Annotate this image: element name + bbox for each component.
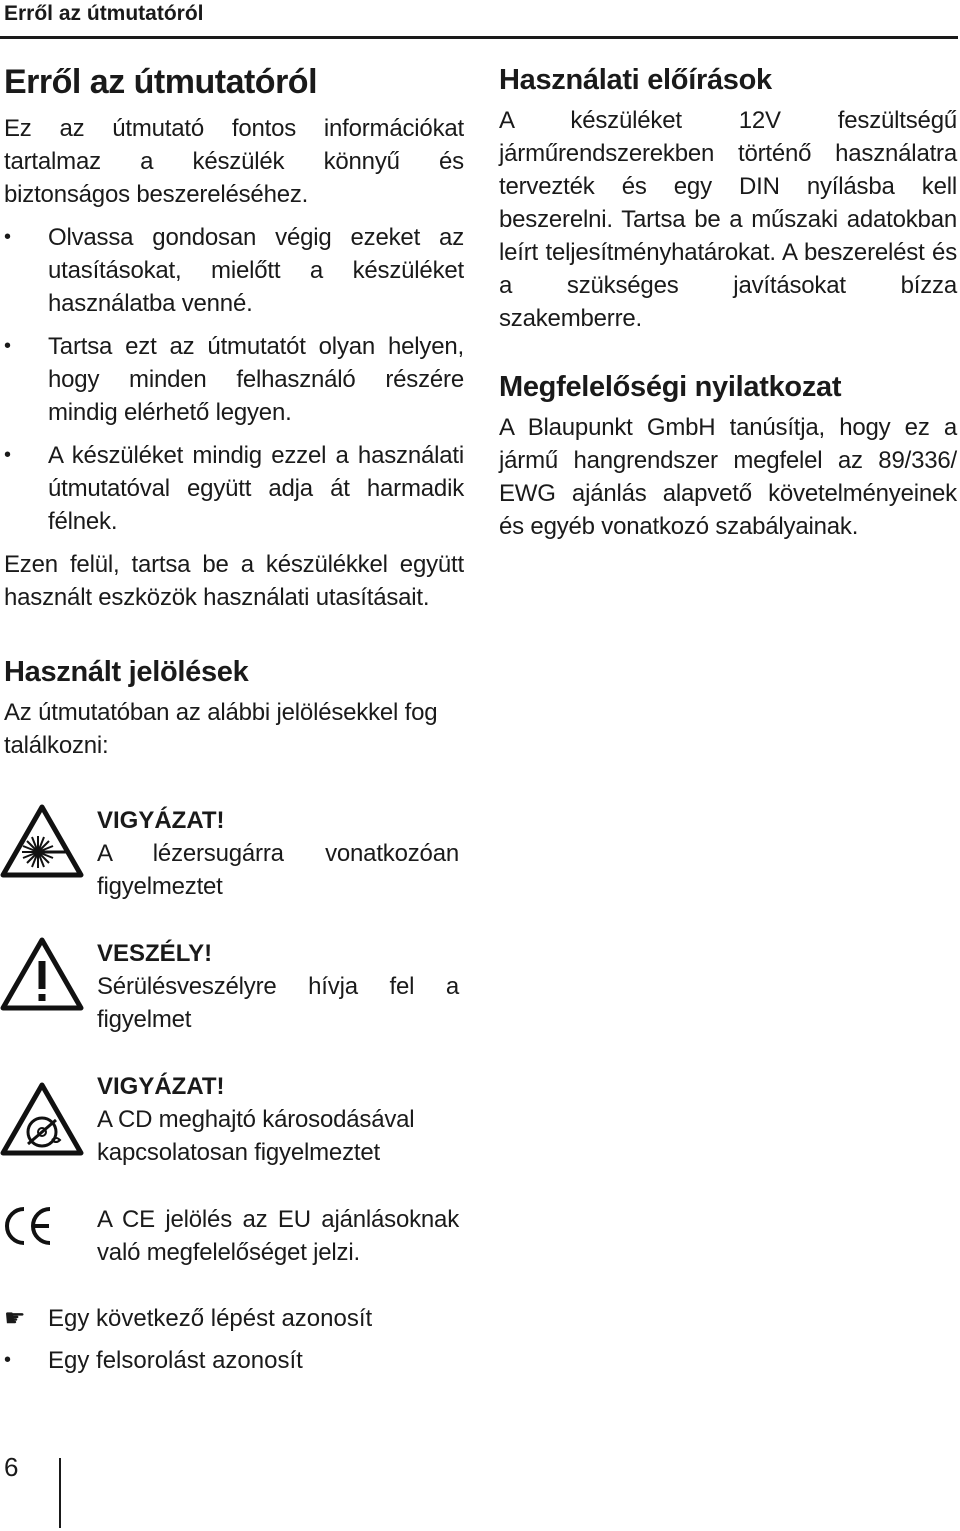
left-column: [4, 58, 464, 762]
list-item: • Tartsa ezt az útmutatót olyan helyen, hogy minden felhasználó részére mindig elérhető legyen.: [4, 330, 464, 429]
running-header: Erről az útmutatóról: [4, 2, 204, 25]
bullet-icon: •: [4, 1349, 12, 1371]
notice-text: A CE jelölés az EU ajánlásoknak való megfelelőséget jelzi.: [97, 1206, 459, 1266]
notice-title: VIGYÁZAT!: [97, 1073, 225, 1100]
section-title-symbols: Használt jelölések: [4, 656, 249, 688]
notice-title: VIGYÁZAT!: [97, 807, 225, 834]
footer-rule: [59, 1458, 61, 1528]
symbols-intro-paragraph: Az útmutatóban az alábbi jelölésekkel fog találkozni:: [4, 699, 438, 759]
notice-ce: [0, 1203, 464, 1273]
list-item: • Olvassa gondosan végig ezeket az utasításokat, mielőtt a készüléket használatba venné.: [4, 221, 464, 320]
bullet-icon: •: [4, 226, 11, 248]
outro-paragraph: Ezen felül, tartsa be a készülékkel együtt használt eszközök használati utasításait.: [4, 551, 464, 611]
laser-warning-icon: [0, 804, 84, 883]
notice-cd: [0, 1070, 464, 1170]
notice-text: A CD meghajtó károsodásával kapcsolatosan figyelmeztet: [97, 1106, 415, 1166]
cd-damage-warning-icon: [0, 1082, 84, 1161]
ce-mark-icon: [2, 1205, 56, 1252]
section-title-usage: Használati előírások: [499, 64, 772, 96]
notice-laser: [0, 804, 464, 904]
usage-paragraph: A készüléket 12V feszültségű járműrendszerekben történő használatra tervezték és egy DIN nyílásba kell beszerelni. Tartsa be a műszaki adatokban leírt teljesítményhatárokat. A beszerelést és a szükséges javításokat bízza szakemberre.: [499, 107, 957, 332]
notice-text: Sérülésveszélyre hívja fel a figyelmet: [97, 973, 459, 1033]
section-title-conformity: Megfelelőségi nyilatkozat: [499, 371, 842, 403]
pointing-hand-icon: ☛: [4, 1305, 26, 1332]
page-number: 6: [4, 1452, 19, 1482]
section-title-about: Erről az útmutatóról: [4, 63, 318, 101]
conformity-paragraph: A Blaupunkt GmbH tanúsítja, hogy ez a jármű hangrendszer megfelel az 89/336/ EWG ajánlás alapvető követelményeinek és egyéb vonatkozó szabályainak.: [499, 414, 957, 540]
header-rule: [0, 36, 958, 39]
legend-text: Egy felsorolást azonosít: [48, 1347, 303, 1374]
legend-text: Egy következő lépést azonosít: [48, 1305, 373, 1332]
list-item: • A készüléket mindig ezzel a használati útmutatóval együtt adja át harmadik félnek.: [4, 439, 464, 538]
notice-text: A lézersugárra vonatkozóan figyelmeztet: [97, 840, 459, 900]
notice-danger: [0, 937, 464, 1037]
bullet-icon: •: [4, 335, 11, 357]
bullet-icon: •: [4, 444, 11, 466]
instruction-list: [4, 221, 464, 538]
danger-warning-icon: [0, 937, 84, 1016]
notice-title: VESZÉLY!: [97, 940, 213, 967]
right-column: [499, 58, 957, 543]
intro-paragraph: Ez az útmutató fontos információkat tartalmaz a készülék könnyű és biztonságos beszereléséhez.: [4, 115, 464, 208]
